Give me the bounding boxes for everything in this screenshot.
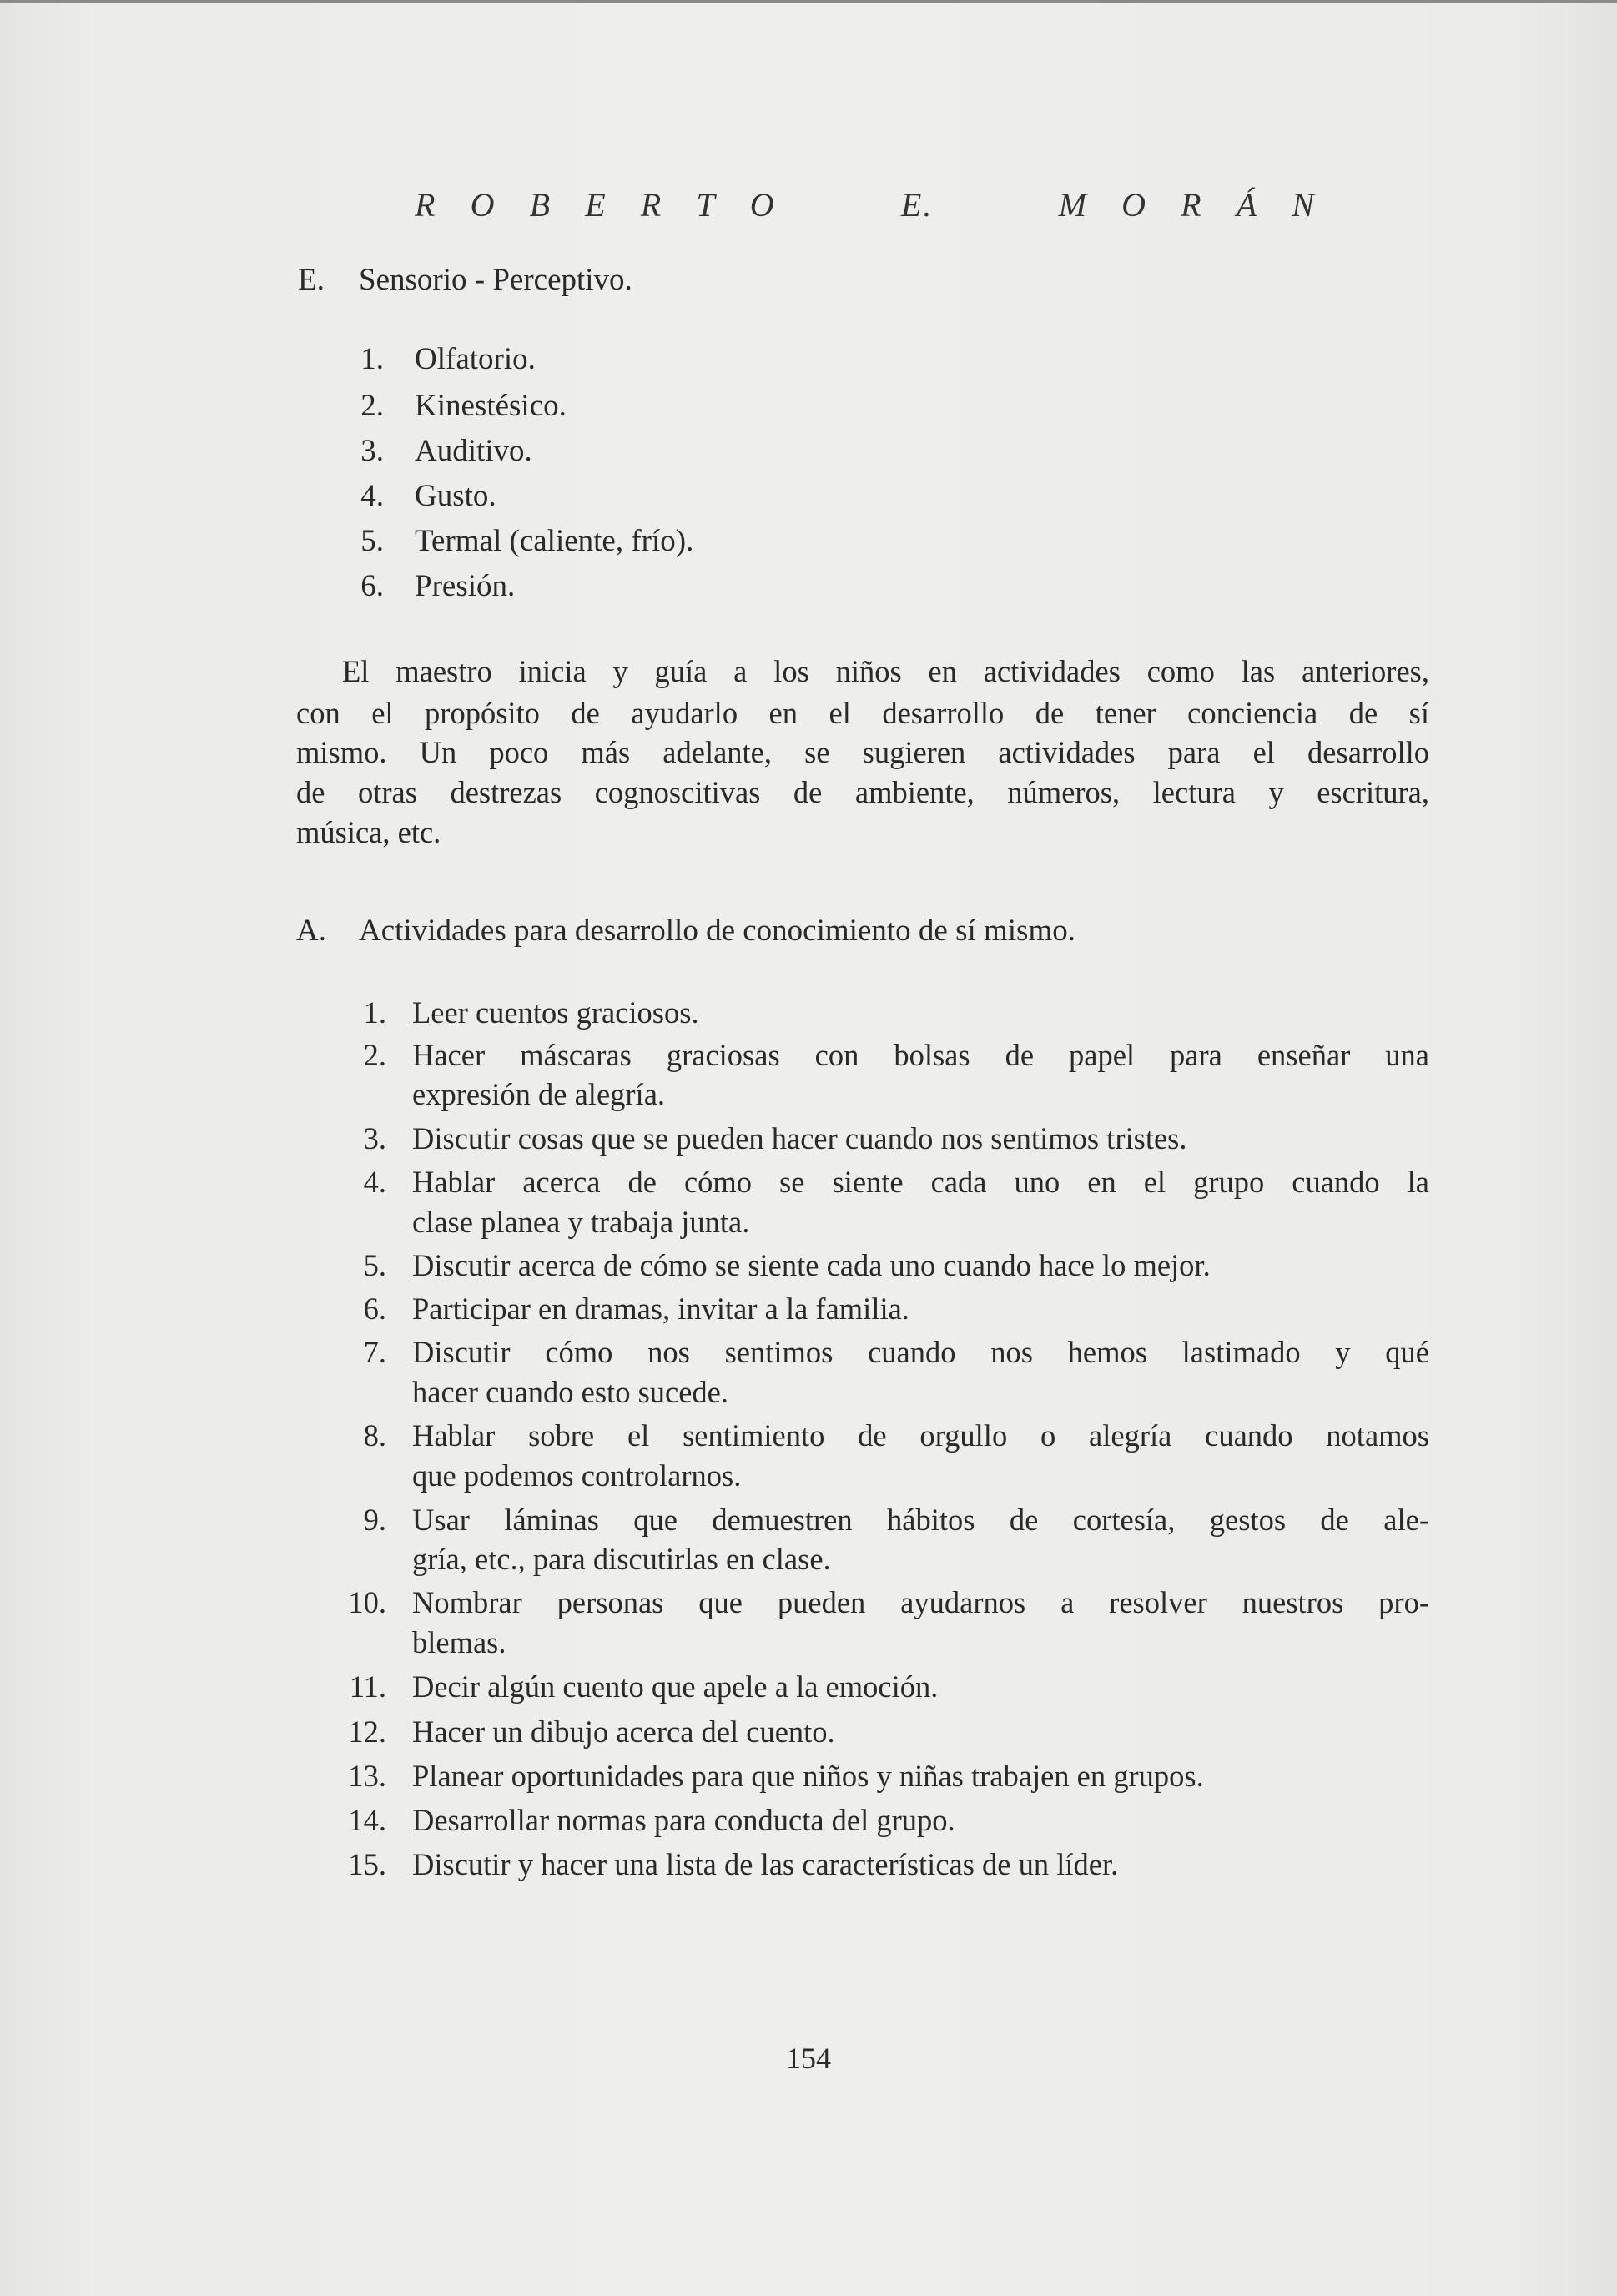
list-item-text: Kinestésico. — [415, 389, 567, 423]
running-head-letter: O — [470, 186, 496, 224]
list-item-text: Hablar acerca de cómo se siente cada uno en el grupo cuando la — [412, 1165, 1429, 1199]
list-item-number: 12. — [348, 1714, 386, 1749]
paragraph-line: mismo. Un poco más adelante, se sugieren actividades para el desarrollo — [296, 735, 1429, 769]
list-item-number: 13. — [348, 1759, 386, 1793]
running-head-spacer — [809, 185, 868, 224]
running-head-letter: E — [585, 186, 607, 224]
list-item-text: expresión de alegría. — [412, 1077, 666, 1111]
running-head-letter: B — [529, 186, 552, 224]
running-head-initial: E. — [900, 186, 934, 224]
running-head-letter: N — [1292, 186, 1316, 224]
list-item-text: hacer cuando esto sucede. — [412, 1375, 729, 1409]
list-item-number: 10. — [348, 1585, 386, 1619]
section-e-title: Sensorio - Perceptivo. — [359, 263, 632, 297]
section-a-title: Actividades para desarrollo de conocimiento de sí mismo. — [359, 914, 1075, 948]
running-head-letter: O — [749, 186, 776, 224]
list-item-text: Auditivo. — [415, 434, 532, 468]
list-item-number: 11. — [349, 1669, 386, 1704]
list-item-number: 3. — [360, 434, 384, 468]
list-item-number: 5. — [360, 524, 384, 558]
paragraph-line: de otras destrezas cognoscitivas de ambiente, números, lectura y escritura, — [296, 775, 1429, 809]
list-item-text: Discutir cosas que se pueden hacer cuando nos sentimos tristes. — [412, 1121, 1187, 1156]
list-item-text: Discutir y hacer una lista de las características de un líder. — [412, 1847, 1119, 1881]
list-item-number: 3. — [363, 1121, 386, 1156]
list-item-number: 9. — [363, 1503, 386, 1537]
list-item-text: Planear oportunidades para que niños y niñas trabajen en grupos. — [412, 1759, 1204, 1793]
running-head-letter: Á — [1236, 186, 1259, 224]
list-item-text: Desarrollar normas para conducta del grupo. — [412, 1803, 955, 1837]
list-item-number: 1. — [360, 342, 384, 376]
list-item-text: Hacer máscaras graciosas con bolsas de papel para enseñar una — [412, 1038, 1429, 1072]
running-head-letter: R — [415, 186, 437, 224]
list-item-text: Hacer un dibujo acerca del cuento. — [412, 1714, 835, 1749]
list-item-text: Olfatorio. — [415, 342, 536, 376]
paragraph-line: El maestro inicia y guía a los niños en actividades como las anteriores, — [342, 654, 1429, 688]
list-item-number: 5. — [363, 1248, 386, 1282]
running-head-letter: R — [640, 186, 663, 224]
page-top-edge — [0, 0, 1617, 3]
list-item-text: que podemos controlarnos. — [412, 1458, 742, 1493]
list-item-number: 8. — [363, 1418, 386, 1453]
list-item-text: gría, etc., para discutirlas en clase. — [412, 1542, 831, 1576]
running-head-spacer — [966, 185, 1025, 224]
list-item-number: 7. — [363, 1335, 386, 1369]
page-number: 154 — [786, 2042, 831, 2075]
list-item-number: 6. — [363, 1292, 386, 1326]
list-item-text: Leer cuentos graciosos. — [412, 995, 699, 1030]
list-item-number: 2. — [360, 389, 384, 423]
running-head-letter: M — [1058, 186, 1088, 224]
list-item-number: 4. — [363, 1165, 386, 1199]
list-item-text: blemas. — [412, 1625, 506, 1659]
list-item-text: Hablar sobre el sentimiento de orgullo o alegría cuando notamos — [412, 1418, 1429, 1453]
list-item-text: Usar láminas que demuestren hábitos de cortesía, gestos de ale- — [412, 1503, 1429, 1537]
running-head-letter: T — [696, 186, 717, 224]
list-item-text: clase planea y trabaja junta. — [412, 1205, 750, 1239]
list-item-number: 15. — [348, 1847, 386, 1881]
list-item-text: Nombrar personas que pueden ayudarnos a resolver nuestros pro- — [412, 1585, 1429, 1619]
list-item-text: Presión. — [415, 569, 516, 603]
paragraph-line: música, etc. — [296, 815, 441, 849]
paragraph-line: con el propósito de ayudarlo en el desarrollo de tener conciencia de sí — [296, 696, 1429, 730]
list-item-text: Discutir cómo nos sentimos cuando nos hemos lastimado y qué — [412, 1335, 1429, 1369]
running-head-letter: R — [1181, 186, 1203, 224]
list-item-number: 14. — [348, 1803, 386, 1837]
running-head-letter: O — [1121, 186, 1147, 224]
list-item-text: Participar en dramas, invitar a la familia. — [412, 1292, 909, 1326]
section-e-label: E. — [298, 263, 325, 297]
list-item-text: Gusto. — [415, 479, 496, 513]
section-a-label: A. — [296, 914, 326, 948]
list-item-number: 4. — [360, 479, 384, 513]
list-item-text: Termal (caliente, frío). — [415, 524, 694, 558]
list-item-number: 2. — [363, 1038, 386, 1072]
list-item-number: 6. — [360, 569, 384, 603]
list-item-text: Discutir acerca de cómo se siente cada uno cuando hace lo mejor. — [412, 1248, 1211, 1282]
list-item-text: Decir algún cuento que apele a la emoción. — [412, 1669, 939, 1704]
list-item-number: 1. — [363, 995, 386, 1030]
running-head — [415, 185, 1316, 224]
